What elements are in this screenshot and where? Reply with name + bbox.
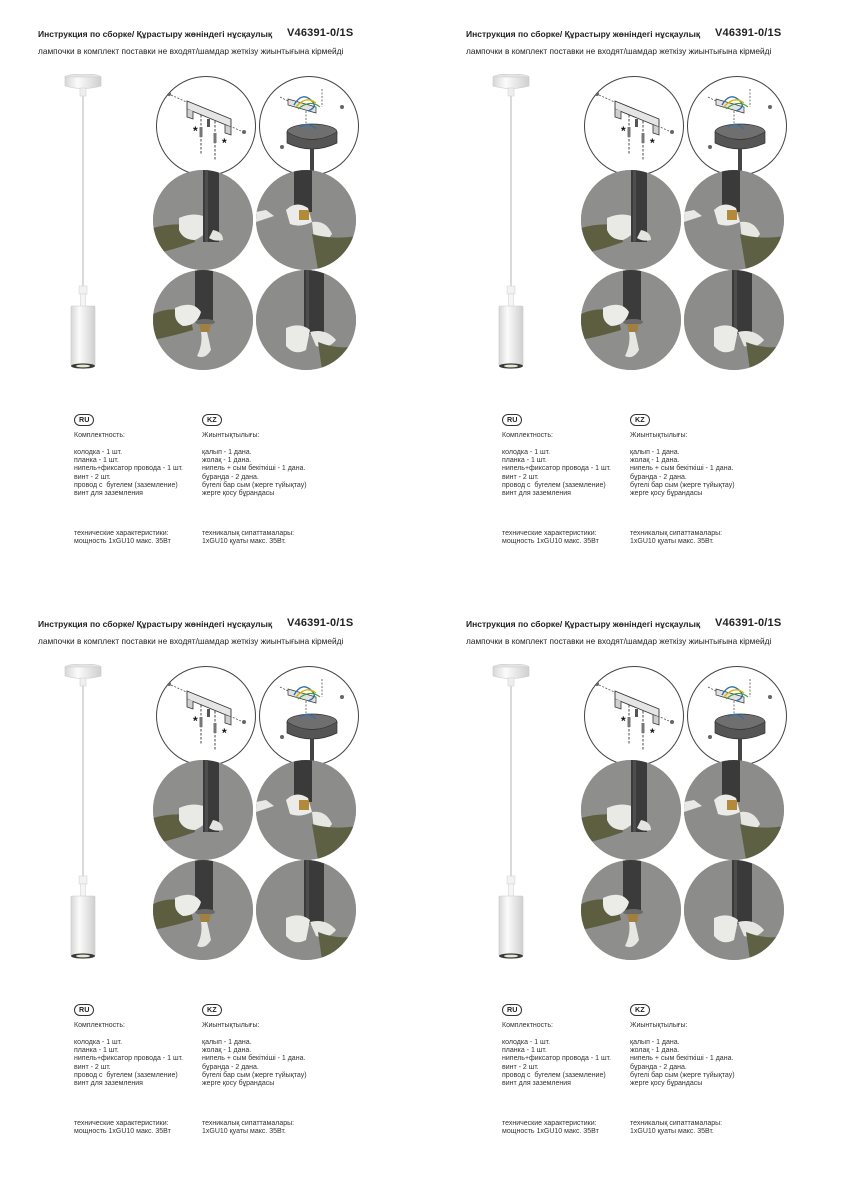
wiring-diagram <box>259 666 359 766</box>
assembly-photo-step-2 <box>684 170 784 270</box>
kz-language-badge: KZ <box>630 1004 650 1016</box>
diagram-mark: * <box>650 136 655 150</box>
kz-kit-list <box>202 449 307 498</box>
kz-kit-item: жерге қосу бұрандасы <box>630 1080 703 1088</box>
ru-tech-heading: технические характеристики: <box>74 530 169 537</box>
assembly-photo-step-3 <box>153 270 253 370</box>
assembly-photo-step-3 <box>581 270 681 370</box>
kz-tech-heading: техникалық сипаттамалары: <box>630 1120 723 1127</box>
kz-tech-heading: техникалық сипаттамалары: <box>202 530 295 537</box>
kz-kit-item: нипель + сым бекіткіші - 1 дана. <box>202 465 306 473</box>
ru-kit-item: винт для заземления <box>502 490 571 498</box>
kz-tech-heading: техникалық сипаттамалары: <box>630 530 723 537</box>
ru-tech-value: мощность 1xGU10 макс. 35Вт <box>74 1128 171 1135</box>
kz-kit-list <box>630 1039 735 1088</box>
pendant-lamp-illustration <box>58 74 108 374</box>
ru-kit-list <box>74 1039 183 1088</box>
diagram-mark: * <box>650 726 655 740</box>
kz-kit-item: бүгелі бар сым (жерге түйықтау) <box>202 1071 307 1079</box>
ru-kit-item: провод с бугелем (заземление) <box>74 1071 178 1079</box>
ru-language-badge: RU <box>502 414 522 426</box>
assembly-photo-step-2 <box>256 760 356 860</box>
ru-tech-value: мощность 1xGU10 макс. 35Вт <box>502 1128 599 1135</box>
kz-kit-list <box>630 449 735 498</box>
ru-kit-item: нипель+фиксатор провода - 1 шт. <box>502 465 611 473</box>
kz-kit-item: нипель + сым бекіткіші - 1 дана. <box>202 1055 306 1063</box>
kz-kit-heading: Жиынтықтылығы: <box>202 1022 260 1029</box>
header-title: Инструкция по сборке/ Құрастыру жөніндегі нұсқаулық <box>466 29 701 39</box>
diagram-mark: * <box>222 726 227 740</box>
kz-tech-value: 1xGU10 қуаты макс. 35Вт. <box>630 1128 714 1135</box>
ru-kit-item: нипель+фиксатор провода - 1 шт. <box>74 1055 183 1063</box>
kz-kit-item: жолақ - 1 дана. <box>630 1047 680 1055</box>
kz-tech-value: 1xGU10 қуаты макс. 35Вт. <box>202 538 286 545</box>
kz-kit-item: жолақ - 1 дана. <box>202 457 252 465</box>
ru-kit-item: винт - 2 шт. <box>502 1063 539 1071</box>
kz-kit-item: бұранда - 2 дана. <box>630 473 687 481</box>
wiring-diagram <box>259 76 359 176</box>
kz-tech-value: 1xGU10 қуаты макс. 35Вт. <box>630 538 714 545</box>
assembly-photo-step-2 <box>684 760 784 860</box>
ru-kit-item: винт - 2 шт. <box>74 473 111 481</box>
ru-kit-list <box>502 449 611 498</box>
diagram-mark: * <box>193 124 198 138</box>
header-title: Инструкция по сборке/ Құрастыру жөніндегі нұсқаулық <box>466 619 701 629</box>
kz-kit-item: қалып - 1 дана. <box>630 1039 680 1046</box>
model-number: V46391-0/1S <box>715 27 782 39</box>
kz-kit-item: қалып - 1 дана. <box>202 449 252 456</box>
bracket-diagram <box>584 666 684 766</box>
ru-kit-item: винт для заземления <box>74 490 143 498</box>
model-number: V46391-0/1S <box>715 617 782 629</box>
ru-kit-item: нипель+фиксатор провода - 1 шт. <box>502 1055 611 1063</box>
kz-language-badge: KZ <box>202 414 222 426</box>
assembly-photo-step-1 <box>153 170 253 270</box>
kz-kit-item: бұранда - 2 дана. <box>202 473 259 481</box>
kz-kit-item: бүгелі бар сым (жерге түйықтау) <box>202 481 307 489</box>
instruction-sheet <box>428 590 849 1190</box>
bulbs-not-included-note: лампочки в комплект поставки не входят/шамдар жеткізу жиынтығына кірмейді <box>466 46 772 56</box>
diagram-mark: * <box>621 124 626 138</box>
wiring-diagram <box>687 666 787 766</box>
kz-kit-item: бүгелі бар сым (жерге түйықтау) <box>630 481 735 489</box>
kz-language-badge: KZ <box>630 414 650 426</box>
kz-kit-heading: Жиынтықтылығы: <box>202 432 260 439</box>
assembly-photo-step-1 <box>153 760 253 860</box>
pendant-lamp-illustration <box>486 74 536 374</box>
bulbs-not-included-note: лампочки в комплект поставки не входят/шамдар жеткізу жиынтығына кірмейді <box>466 636 772 646</box>
ru-kit-item: провод с бугелем (заземление) <box>74 481 178 489</box>
ru-kit-item: планка - 1 шт. <box>74 457 119 465</box>
ru-kit-heading: Комплектность: <box>502 432 553 439</box>
assembly-photo-step-3 <box>581 860 681 960</box>
bracket-diagram <box>156 76 256 176</box>
kz-tech-heading: техникалық сипаттамалары: <box>202 1120 295 1127</box>
ru-tech-value: мощность 1xGU10 макс. 35Вт <box>502 538 599 545</box>
model-number: V46391-0/1S <box>287 617 354 629</box>
diagram-mark: * <box>621 714 626 728</box>
ru-kit-item: винт - 2 шт. <box>74 1063 111 1071</box>
ru-kit-item: провод с бугелем (заземление) <box>502 1071 606 1079</box>
assembly-photo-step-3 <box>153 860 253 960</box>
ru-kit-item: колодка - 1 шт. <box>74 449 123 456</box>
assembly-photo-step-2 <box>256 170 356 270</box>
bulbs-not-included-note: лампочки в комплект поставки не входят/шамдар жеткізу жиынтығына кірмейді <box>38 636 344 646</box>
ru-language-badge: RU <box>74 414 94 426</box>
kz-tech-value: 1xGU10 қуаты макс. 35Вт. <box>202 1128 286 1135</box>
pendant-lamp-illustration <box>58 664 108 964</box>
header-title: Инструкция по сборке/ Құрастыру жөніндегі нұсқаулық <box>38 619 273 629</box>
wiring-diagram <box>687 76 787 176</box>
kz-kit-list <box>202 1039 307 1088</box>
kz-kit-item: бүгелі бар сым (жерге түйықтау) <box>630 1071 735 1079</box>
assembly-photo-step-4 <box>256 860 356 960</box>
assembly-photo-step-4 <box>256 270 356 370</box>
kz-kit-item: нипель + сым бекіткіші - 1 дана. <box>630 465 734 473</box>
ru-kit-item: колодка - 1 шт. <box>502 449 551 456</box>
assembly-photo-step-4 <box>684 270 784 370</box>
assembly-photo-step-4 <box>684 860 784 960</box>
kz-kit-item: жерге қосу бұрандасы <box>202 1080 275 1088</box>
kz-kit-item: жерге қосу бұрандасы <box>630 490 703 498</box>
kz-kit-item: қалып - 1 дана. <box>630 449 680 456</box>
ru-kit-item: планка - 1 шт. <box>74 1047 119 1055</box>
assembly-photo-step-1 <box>581 170 681 270</box>
ru-tech-value: мощность 1xGU10 макс. 35Вт <box>74 538 171 545</box>
ru-kit-item: провод с бугелем (заземление) <box>502 481 606 489</box>
kz-language-badge: KZ <box>202 1004 222 1016</box>
ru-kit-item: планка - 1 шт. <box>502 1047 547 1055</box>
ru-kit-heading: Комплектность: <box>502 1022 553 1029</box>
instruction-sheet <box>428 0 849 600</box>
kz-kit-heading: Жиынтықтылығы: <box>630 1022 688 1029</box>
kz-kit-heading: Жиынтықтылығы: <box>630 432 688 439</box>
ru-kit-item: колодка - 1 шт. <box>74 1039 123 1046</box>
ru-tech-heading: технические характеристики: <box>74 1120 169 1127</box>
ru-kit-item: планка - 1 шт. <box>502 457 547 465</box>
bracket-diagram <box>156 666 256 766</box>
ru-kit-item: колодка - 1 шт. <box>502 1039 551 1046</box>
instruction-sheet <box>0 0 424 600</box>
ru-kit-list <box>74 449 183 498</box>
assembly-photo-step-1 <box>581 760 681 860</box>
ru-kit-list <box>502 1039 611 1088</box>
ru-kit-heading: Комплектность: <box>74 1022 125 1029</box>
ru-language-badge: RU <box>74 1004 94 1016</box>
kz-kit-item: нипель + сым бекіткіші - 1 дана. <box>630 1055 734 1063</box>
kz-kit-item: қалып - 1 дана. <box>202 1039 252 1046</box>
pendant-lamp-illustration <box>486 664 536 964</box>
kz-kit-item: жолақ - 1 дана. <box>202 1047 252 1055</box>
model-number: V46391-0/1S <box>287 27 354 39</box>
diagram-mark: * <box>222 136 227 150</box>
ru-kit-item: винт для заземления <box>74 1080 143 1088</box>
ru-kit-item: нипель+фиксатор провода - 1 шт. <box>74 465 183 473</box>
diagram-mark: * <box>193 714 198 728</box>
ru-kit-item: винт для заземления <box>502 1080 571 1088</box>
ru-language-badge: RU <box>502 1004 522 1016</box>
ru-tech-heading: технические характеристики: <box>502 1120 597 1127</box>
kz-kit-item: жерге қосу бұрандасы <box>202 490 275 498</box>
kz-kit-item: жолақ - 1 дана. <box>630 457 680 465</box>
instruction-sheet <box>0 590 424 1190</box>
ru-kit-item: винт - 2 шт. <box>502 473 539 481</box>
ru-tech-heading: технические характеристики: <box>502 530 597 537</box>
kz-kit-item: бұранда - 2 дана. <box>630 1063 687 1071</box>
header-title: Инструкция по сборке/ Құрастыру жөніндегі нұсқаулық <box>38 29 273 39</box>
ru-kit-heading: Комплектность: <box>74 432 125 439</box>
kz-kit-item: бұранда - 2 дана. <box>202 1063 259 1071</box>
bulbs-not-included-note: лампочки в комплект поставки не входят/шамдар жеткізу жиынтығына кірмейді <box>38 46 344 56</box>
bracket-diagram <box>584 76 684 176</box>
